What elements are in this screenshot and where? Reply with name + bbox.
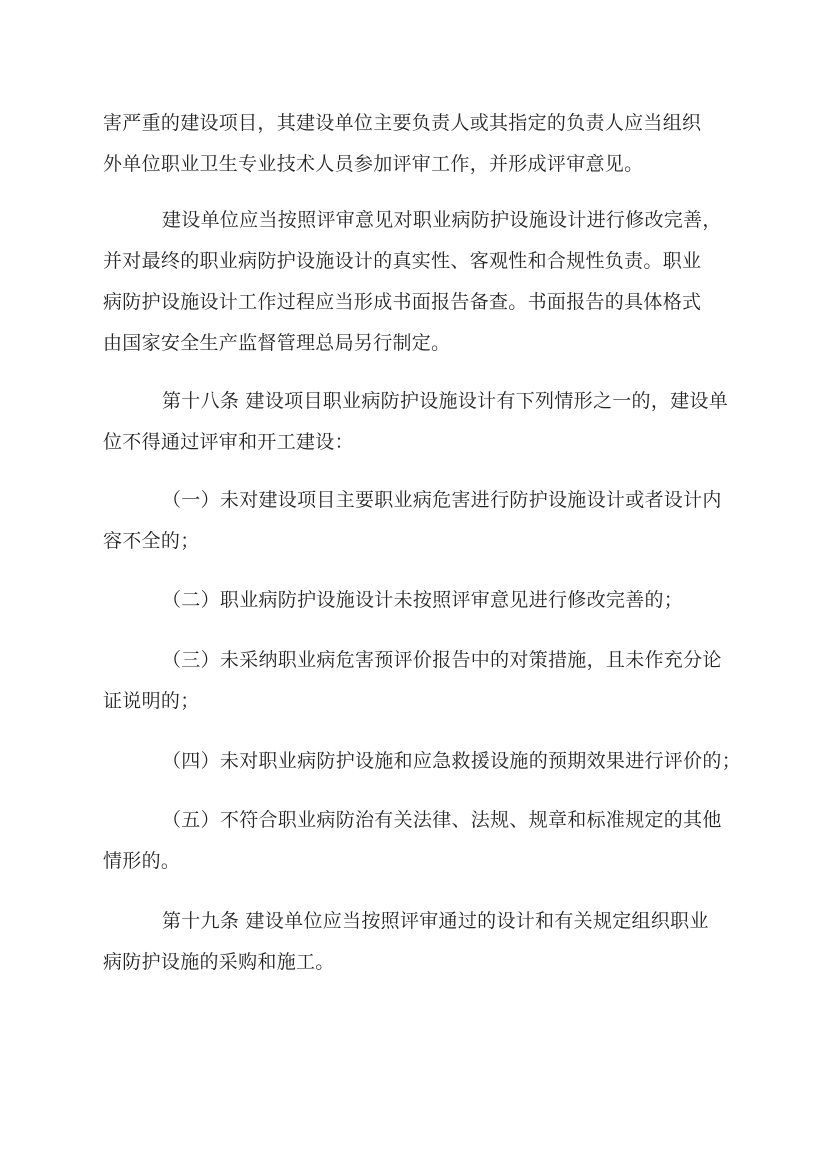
text-line-12: （三）未采纳职业病危害预评价报告中的对策措施，且未作充分论 (162, 649, 722, 671)
text-line-14: （四）未对职业病防护设施和应急救援设施的预期效果进行评价的； (162, 750, 742, 772)
text-line-15: （五）不符合职业病防治有关法律、法规、规章和标准规定的其他 (162, 809, 722, 831)
text-line-4: 并对最终的职业病防护设施设计的真实性、客观性和合规性负责。职业 (103, 250, 702, 272)
text-line-2: 外单位职业卫生专业技术人员参加评审工作，并形成评审意见。 (103, 153, 644, 175)
text-line-3: 建设单位应当按照评审意见对职业病防护设施设计进行修改完善， (162, 209, 722, 231)
text-line-10: 容不全的； (103, 530, 200, 552)
text-line-17: 第十九条 建设单位应当按照评审通过的设计和有关规定组织职业 (162, 910, 709, 932)
text-line-16: 情形的。 (103, 850, 181, 872)
text-line-9: （一）未对建设项目主要职业病危害进行防护设施设计或者设计内 (162, 489, 722, 511)
text-line-18: 病防护设施的采购和施工。 (103, 951, 335, 973)
text-line-6: 由国家安全生产监督管理总局另行制定。 (103, 332, 451, 354)
text-line-8: 位不得通过评审和开工建设： (103, 431, 354, 453)
text-line-1: 害严重的建设项目，其建设单位主要负责人或其指定的负责人应当组织 (103, 112, 702, 134)
text-line-13: 证说明的； (103, 690, 200, 712)
text-line-5: 病防护设施设计工作过程应当形成书面报告备查。书面报告的具体格式 (103, 291, 702, 313)
text-line-11: （二）职业病防护设施设计未按照评审意见进行修改完善的； (162, 589, 684, 611)
text-line-7: 第十八条 建设项目职业病防护设施设计有下列情形之一的，建设单 (162, 390, 729, 412)
